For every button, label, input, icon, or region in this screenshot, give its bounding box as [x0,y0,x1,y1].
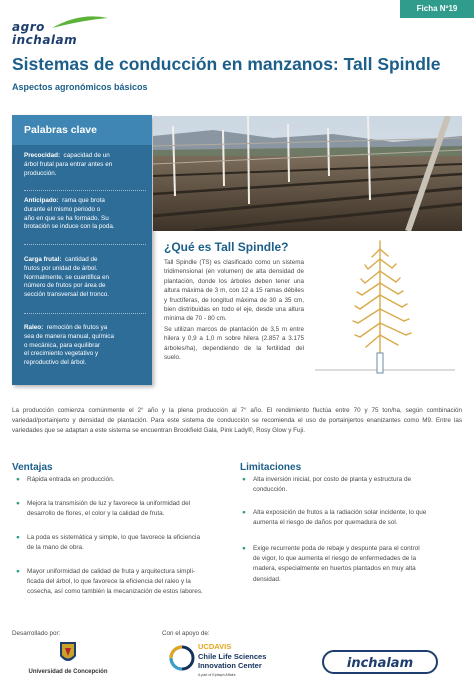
limitaciones-title: Limitaciones [240,462,302,473]
keyword-term: Precocidad: [24,152,61,159]
keyword-precocidad: Precocidad: capacidad de un árbol frutal para entrar antes en producción. [24,152,113,177]
ventajas-title: Ventajas [12,462,53,473]
inchalam-logo [322,649,438,675]
spacing-paragraph: Se utilizan marcos de plantación de 3,5 m entre hilera y 0,9 a 1,0 m sobre hilera (2.857 a 3.175 árboles/ha), dependiendo de la fertilidad del suelo. [164,325,304,362]
logo-leaf-icon [50,16,110,30]
definition-paragraph: Tall Spindle (TS) es clasificado como un sistema tridimensional (en volumen) de alta densidad de plantación, donde los árboles deben tener una altura máxima de 3 m, con 12 a 15 ramas débiles y fructíferas, de longitud máxima de 30 a 35 cm, bien distribuidas en todo el eje, desde una altura mínima de 70 - 80 cm. [164,259,304,323]
keywords-heading: Palabras clave [12,115,152,145]
bullet-icon: ● [242,476,246,483]
section-title-que-es: ¿Qué es Tall Spindle? [164,240,289,254]
ventaja-item: ● Mayor uniformidad de calidad de fruta y arquitectura simpli- ficada del árbol, lo que favorece la eficiencia del raleo y la cosecha, así como también la mecanización de estos labores. [16,568,203,596]
support-label: Con el apoyo de: [162,630,210,637]
ucdavis-line3: Innovation Center [198,661,262,670]
divider [24,313,146,314]
udec-logo [22,640,114,678]
udec-crest-icon [22,640,114,668]
ventaja-item: ● Rápida entrada en producción. [14,475,229,485]
ficha-badge: Ficha Nº19 [400,0,474,18]
ucdavis-logo [168,640,288,682]
ucdavis-wordmark: UCDAVIS [198,642,232,651]
inchalam-wordmark: inchalam [346,656,414,671]
ventaja-item: ● Mejora la transmisión de luz y favorece la uniformidad del desarrollo de flores, el color y la calidad de fruta. [16,500,191,518]
bullet-icon: ● [242,545,246,552]
keyword-raleo: Raleo: remoción de frutos ya sea de manera manual, química o mecánica, para equilibrar el crecimiento vegetativo y reproductivo del árbol. [24,324,114,367]
agroinchalam-logo [12,14,108,46]
bullet-icon: ● [16,534,20,541]
keyword-anticipado: Anticipado: rama que brota durante el mismo periodo o año en que se ha formado. Su brotación se induce con la poda. [24,197,115,231]
logo-word-agro: agro [12,20,45,34]
tall-spindle-tree-illustration [310,237,460,382]
keywords-sidebar [12,115,152,385]
ucdavis-line2: Chile Life Sciences [198,652,267,661]
page-subtitle: Aspectos agronómicos básicos [12,82,148,92]
divider [24,190,146,191]
production-paragraph: La producción comienza comúnmente el 2° año y la plena producción al 7° año. El rendimiento fluctúa entre 70 y 75 ton/ha, según combinación variedad/portainjerto y densidad de plantación. Para este sistema de conducción se recomienda el uso de portainjertos enanizantes como M9. Entre las variedades que se adaptan a este sistema se encuentran Brookfield Gala, Pink Lady®, Rosy Glow y Fuji. [12,407,462,434]
limitacion-item: ● Exige recurrente poda de rebaje y despunte para el control de vigor, lo que aumenta el riesgo de enfermedades de la madera, especialmente en huertos plantados en muy alta densidad. [242,545,420,583]
logo-word-inchalam: inchalam [12,33,78,47]
divider [24,244,146,245]
page-title: Sistemas de conducción en manzanos: Tall Spindle [12,54,441,74]
ucdavis-line4: A part of Epitaph Affairs [198,673,236,677]
bullet-icon: ● [16,476,20,483]
udec-name: Universidad de Concepción [28,669,108,675]
ucdavis-ring-icon [168,642,198,678]
ventaja-item: ● La poda es sistemática y simple, lo que favorece la eficiencia de la mano de obra. [16,534,200,552]
keyword-carga-frutal: Carga frutal: cantidad de frutos por unidad de árbol. Normalmente, se cuantifica en número de frutos por área de sección transversal del tronco. [24,256,110,299]
bullet-icon: ● [242,509,246,516]
keyword-term: Raleo: [24,324,44,331]
limitacion-item: ● Alta inversión inicial, por costo de planta y estructura de conducción. [242,476,412,494]
bullet-icon: ● [16,500,20,507]
keyword-term: Carga frutal: [24,256,62,263]
orchard-photo [153,116,462,231]
limitacion-item: ● Alta exposición de frutos a la radiación solar incidente, lo que aumenta el riesgo de daños por quemadura de sol. [242,509,427,527]
definition-text [164,258,304,362]
developed-by-label: Desarrollado por: [12,630,61,637]
keyword-term: Anticipado: [24,197,59,204]
bullet-icon: ● [16,568,20,575]
